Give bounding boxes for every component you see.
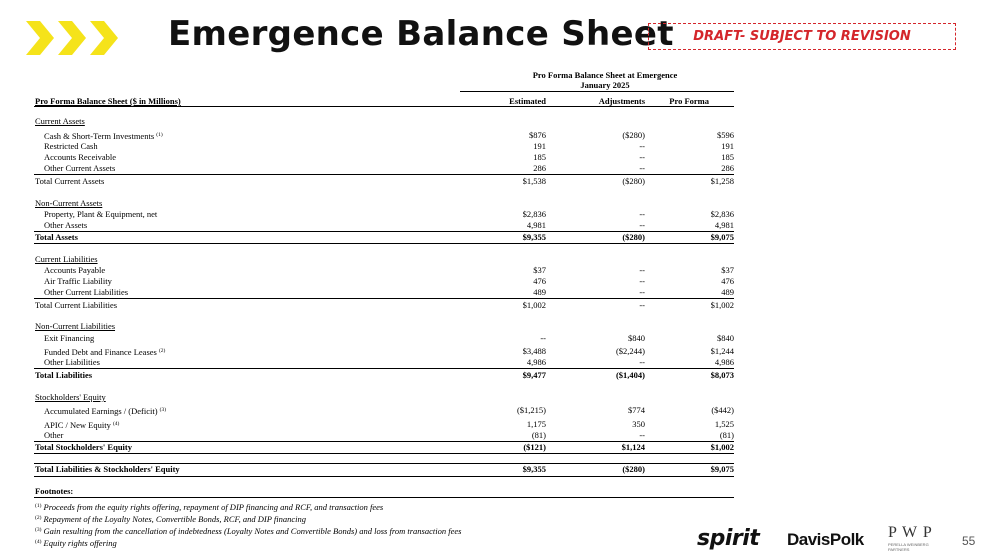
table-row: Other Assets 4,981 -- 4,981 — [44, 220, 734, 230]
divider — [460, 91, 734, 92]
footnote: $^{(1)}$ Proceeds from the equity rights offering, repayment of DIP financing and RCF, and transaction fees — [35, 502, 384, 512]
table-row: Property, Plant & Equipment, net $2,836 -- $2,836 — [44, 209, 734, 219]
table-row-total: Total Assets $9,355 ($280) $9,075 — [35, 232, 734, 242]
table-row-total: Total Current Assets $1,538 ($280) $1,258 — [35, 176, 734, 186]
page-number: 55 — [962, 534, 976, 548]
chevron-accent-icon — [26, 18, 126, 58]
table-row: Other Liabilities 4,986 -- 4,986 — [44, 357, 734, 367]
table-row: Funded Debt and Finance Leases $^{(2)}$ $3,488 ($2,244) $1,244 — [44, 346, 734, 357]
spirit-logo: spirit — [697, 526, 760, 551]
divider — [34, 243, 734, 244]
section-header-current-liabilities: Current Liabilities — [35, 254, 98, 264]
column-header-estimated: Estimated — [509, 96, 546, 106]
table-row: Restricted Cash 191 -- 191 — [44, 141, 734, 151]
table-row: Exit Financing -- $840 $840 — [44, 333, 734, 343]
table-row: Accounts Payable $37 -- $37 — [44, 265, 734, 275]
footnote: $^{(3)}$ Gain resulting from the cancellation of indebtedness (Loyalty Notes and Convertible Bonds) and loss from transaction fees — [35, 526, 462, 536]
table-row-total: Total Current Liabilities $1,002 -- $1,002 — [35, 300, 734, 310]
footnotes-title: Footnotes: — [35, 486, 74, 496]
pwp-logo — [888, 524, 946, 552]
section-header-non-current-liabilities: Non-Current Liabilities — [35, 321, 116, 331]
table-row: Other Current Assets 286 -- 286 — [44, 163, 734, 173]
column-header-adjustments: Adjustments — [598, 96, 645, 106]
pwp-logo-mark: P W P — [888, 524, 933, 541]
divider — [34, 298, 734, 299]
row-header: Pro Forma Balance Sheet ($ in Millions) — [35, 96, 181, 106]
table-row-grand-total: Total Liabilities & Stockholders' Equity $9,355 ($280) $9,075 — [35, 464, 734, 474]
draft-badge: DRAFT- SUBJECT TO REVISION — [648, 23, 956, 50]
footnote: $^{(2)}$ Repayment of the Loyalty Notes, Convertible Bonds, RCF, and DIP financing — [35, 514, 306, 524]
section-header-stockholders-equity: Stockholders' Equity — [35, 392, 106, 402]
section-header-current-assets: Current Assets — [35, 116, 85, 126]
table-row: Other (81) -- (81) — [44, 430, 734, 440]
table-subheading: January 2025 — [580, 80, 630, 90]
davis-polk-logo: DavisPolk — [787, 530, 864, 549]
table-row: Accumulated Earnings / (Deficit) $^{(3)}$ ($1,215) $774 ($442) — [44, 405, 734, 416]
divider — [34, 453, 734, 454]
table-row: Other Current Liabilities 489 -- 489 — [44, 287, 734, 297]
table-row: Cash & Short-Term Investments $^{(1)}$ $876 ($280) $596 — [44, 130, 734, 141]
divider — [34, 368, 734, 369]
table-row-total: Total Stockholders' Equity ($121) $1,124 $1,002 — [35, 442, 734, 452]
page-title: Emergence Balance Sheet — [168, 14, 674, 54]
footnote: $^{(4)}$ Equity rights offering — [35, 538, 117, 548]
divider — [34, 497, 734, 498]
pwp-logo-subtitle: PERELLA WEINBERG PARTNERS — [888, 542, 929, 552]
table-row: Accounts Receivable 185 -- 185 — [44, 152, 734, 162]
divider — [34, 174, 734, 175]
table-heading: Pro Forma Balance Sheet at Emergence — [532, 70, 678, 80]
section-header-non-current-assets: Non-Current Assets — [35, 198, 103, 208]
table-row-total: Total Liabilities $9,477 ($1,404) $8,073 — [35, 370, 734, 380]
table-row: APIC / New Equity $^{(4)}$ 1,175 350 1,525 — [44, 419, 734, 430]
divider — [34, 106, 734, 107]
column-header-pro-forma: Pro Forma — [669, 96, 709, 106]
table-row: Air Traffic Liability 476 -- 476 — [44, 276, 734, 286]
divider — [34, 476, 734, 477]
